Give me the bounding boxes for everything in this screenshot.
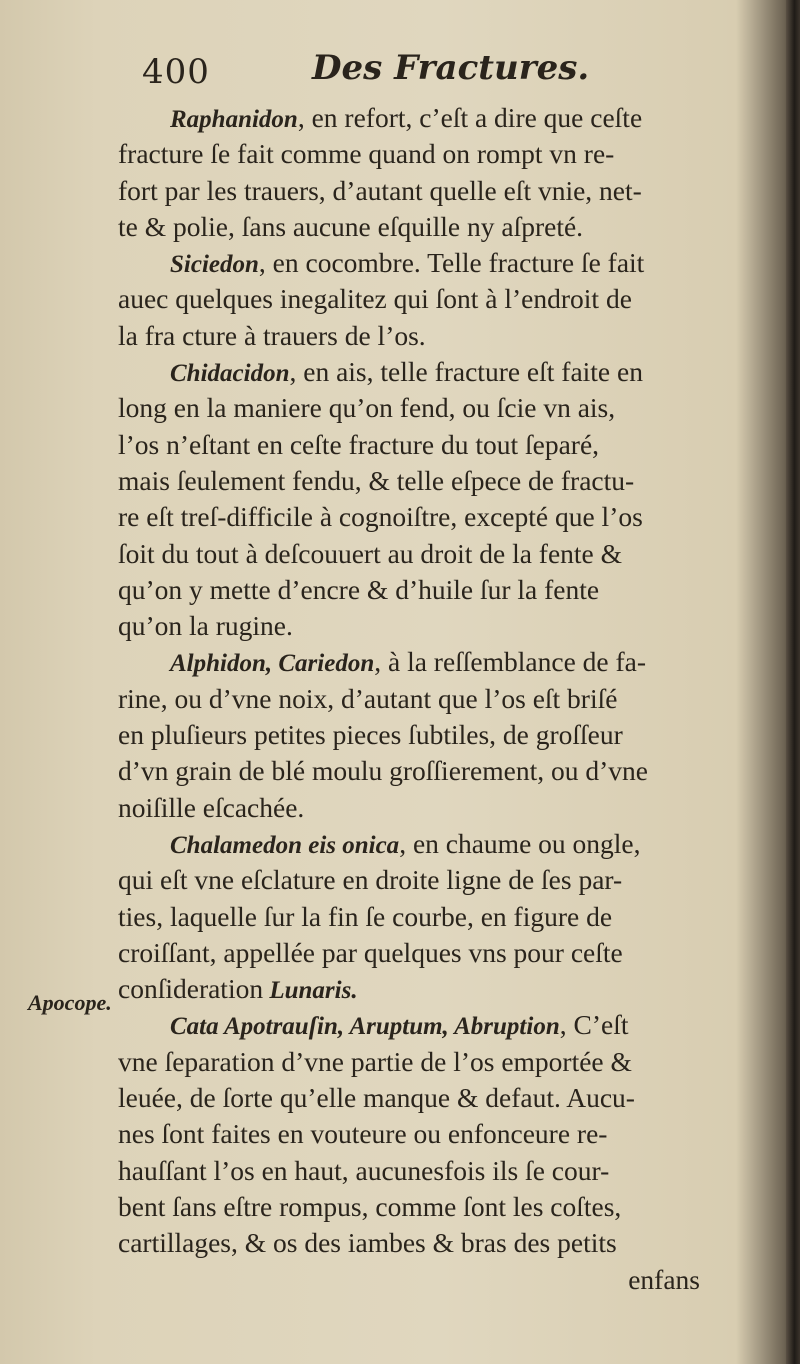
text-line — [118, 427, 730, 463]
text-line — [118, 536, 730, 572]
line-text: long en la maniere qu’on fend, ou ſcie vn ais, — [118, 392, 616, 424]
text-line — [118, 1189, 730, 1225]
text-line — [118, 899, 730, 935]
text-line — [118, 1116, 730, 1152]
text-line — [118, 572, 730, 608]
text-line — [118, 390, 730, 426]
paragraph — [118, 100, 730, 245]
text-line — [118, 209, 730, 245]
text-line — [118, 1225, 730, 1261]
line-text: en pluſieurs petites pieces ſubtiles, de groſſeur — [118, 719, 623, 751]
term: Siciedon — [170, 251, 259, 279]
line-text: fort par les trauers, d’autant quelle eſt vnie, net- — [118, 174, 642, 206]
term: Alphidon, Cariedon — [170, 650, 375, 678]
line-text: ties, laquelle ſur la fin ſe courbe, en figure de — [118, 900, 613, 932]
running-title: Des Fractures. — [312, 48, 590, 88]
line-text: leuée, de ſorte qu’elle manque & defaut. Aucu- — [118, 1082, 635, 1114]
term: Chalamedon eis onica — [170, 831, 400, 859]
line-text: bent ſans eſtre rompus, comme ſont les coſtes, — [118, 1190, 622, 1222]
text-line — [118, 971, 730, 1007]
text-line — [118, 790, 730, 826]
paragraph — [118, 245, 730, 354]
text-line — [118, 354, 730, 390]
line-text: auec quelques inegalitez qui ſont à l’endroit de — [118, 283, 632, 315]
text-line — [118, 499, 730, 535]
line-text: qu’on la rugine. — [118, 610, 293, 642]
line-text: conſideration — [118, 973, 264, 1005]
line-text: fracture ſe fait comme quand on rompt vn re- — [118, 138, 615, 170]
paragraph — [118, 1007, 730, 1261]
text-line — [118, 136, 730, 172]
text-line — [118, 463, 730, 499]
page-number: 400 — [142, 52, 210, 92]
line-text: , à la reſſemblance de fa- — [374, 646, 647, 678]
term: Raphanidon — [170, 106, 298, 133]
text-line — [118, 826, 730, 862]
line-text: croiſſant, appellée par quelques vns pour ceſte — [118, 936, 623, 968]
text-line — [118, 753, 730, 789]
line-text: te & polie, ſans aucune eſquille ny aſpreté. — [118, 210, 584, 242]
line-text: , en refort, c’eſt a dire que ceſte — [297, 102, 643, 133]
term: Chidacidon — [170, 360, 290, 388]
line-text: ſoit du tout à deſcouuert au droit de la fente & — [118, 537, 623, 569]
line-text: cartillages, & os des iambes & bras des petits — [118, 1227, 617, 1259]
text-line — [118, 1044, 730, 1080]
line-text: rine, ou d’vne noix, d’autant que l’os eſt briſé — [118, 682, 618, 714]
line-text: re eſt treſ-difficile à cognoiſtre, excepté que l’os — [118, 501, 643, 533]
line-text: d’vn grain de blé moulu groſſierement, ou d’vne — [118, 755, 648, 787]
text-line — [118, 1080, 730, 1116]
text-line — [118, 717, 730, 753]
line-text: , en cocombre. Telle fracture ſe fait — [258, 247, 645, 279]
text-line — [118, 245, 730, 281]
text-line — [118, 681, 730, 717]
text-line — [118, 644, 730, 680]
line-text: la fra cture à trauers de l’os. — [118, 319, 426, 351]
line-text: , C’eſt — [559, 1009, 629, 1041]
line-text: hauſſant l’os en haut, aucunesfois ils ſe cour- — [118, 1154, 610, 1186]
line-text: nes ſont faites en vouteure ou enfonceure re- — [118, 1118, 608, 1150]
body-text — [118, 100, 730, 1298]
catchword: enfans — [628, 1263, 700, 1295]
text-line — [118, 318, 730, 354]
margin-note: Apocope. — [28, 990, 112, 1015]
line-text: qui eſt vne eſclature en droite ligne de ſes par- — [118, 864, 623, 896]
text-line — [118, 935, 730, 971]
text-line — [118, 1153, 730, 1189]
paragraph — [118, 644, 730, 825]
line-text: , en chaume ou ongle, — [399, 827, 641, 859]
text-line — [118, 173, 730, 209]
page-header — [140, 48, 740, 96]
term: Cata Apotrauſin, Aruptum, Abruption — [170, 1013, 560, 1041]
line-text: qu’on y mette d’encre & d’huile ſur la fente — [118, 573, 600, 605]
text-line — [118, 608, 730, 644]
line-text: noiſille eſcachée. — [118, 791, 305, 823]
line-text: l’os n’eſtant en ceſte fracture du tout ſeparé, — [118, 428, 600, 460]
text-line — [118, 862, 730, 898]
paragraph — [118, 354, 730, 644]
text-line — [118, 1007, 730, 1043]
paragraph — [118, 826, 730, 1007]
book-spine-shadow — [786, 0, 800, 1364]
line-text: mais ſeulement fendu, & telle eſpece de fractu- — [118, 464, 635, 496]
text-line — [118, 281, 730, 317]
line-text: vne ſeparation d’vne partie de l’os emportée & — [118, 1045, 632, 1077]
term: Lunaris. — [263, 977, 358, 1005]
text-line — [118, 100, 730, 136]
line-text: , en ais, telle fracture eſt faite en — [289, 356, 643, 388]
